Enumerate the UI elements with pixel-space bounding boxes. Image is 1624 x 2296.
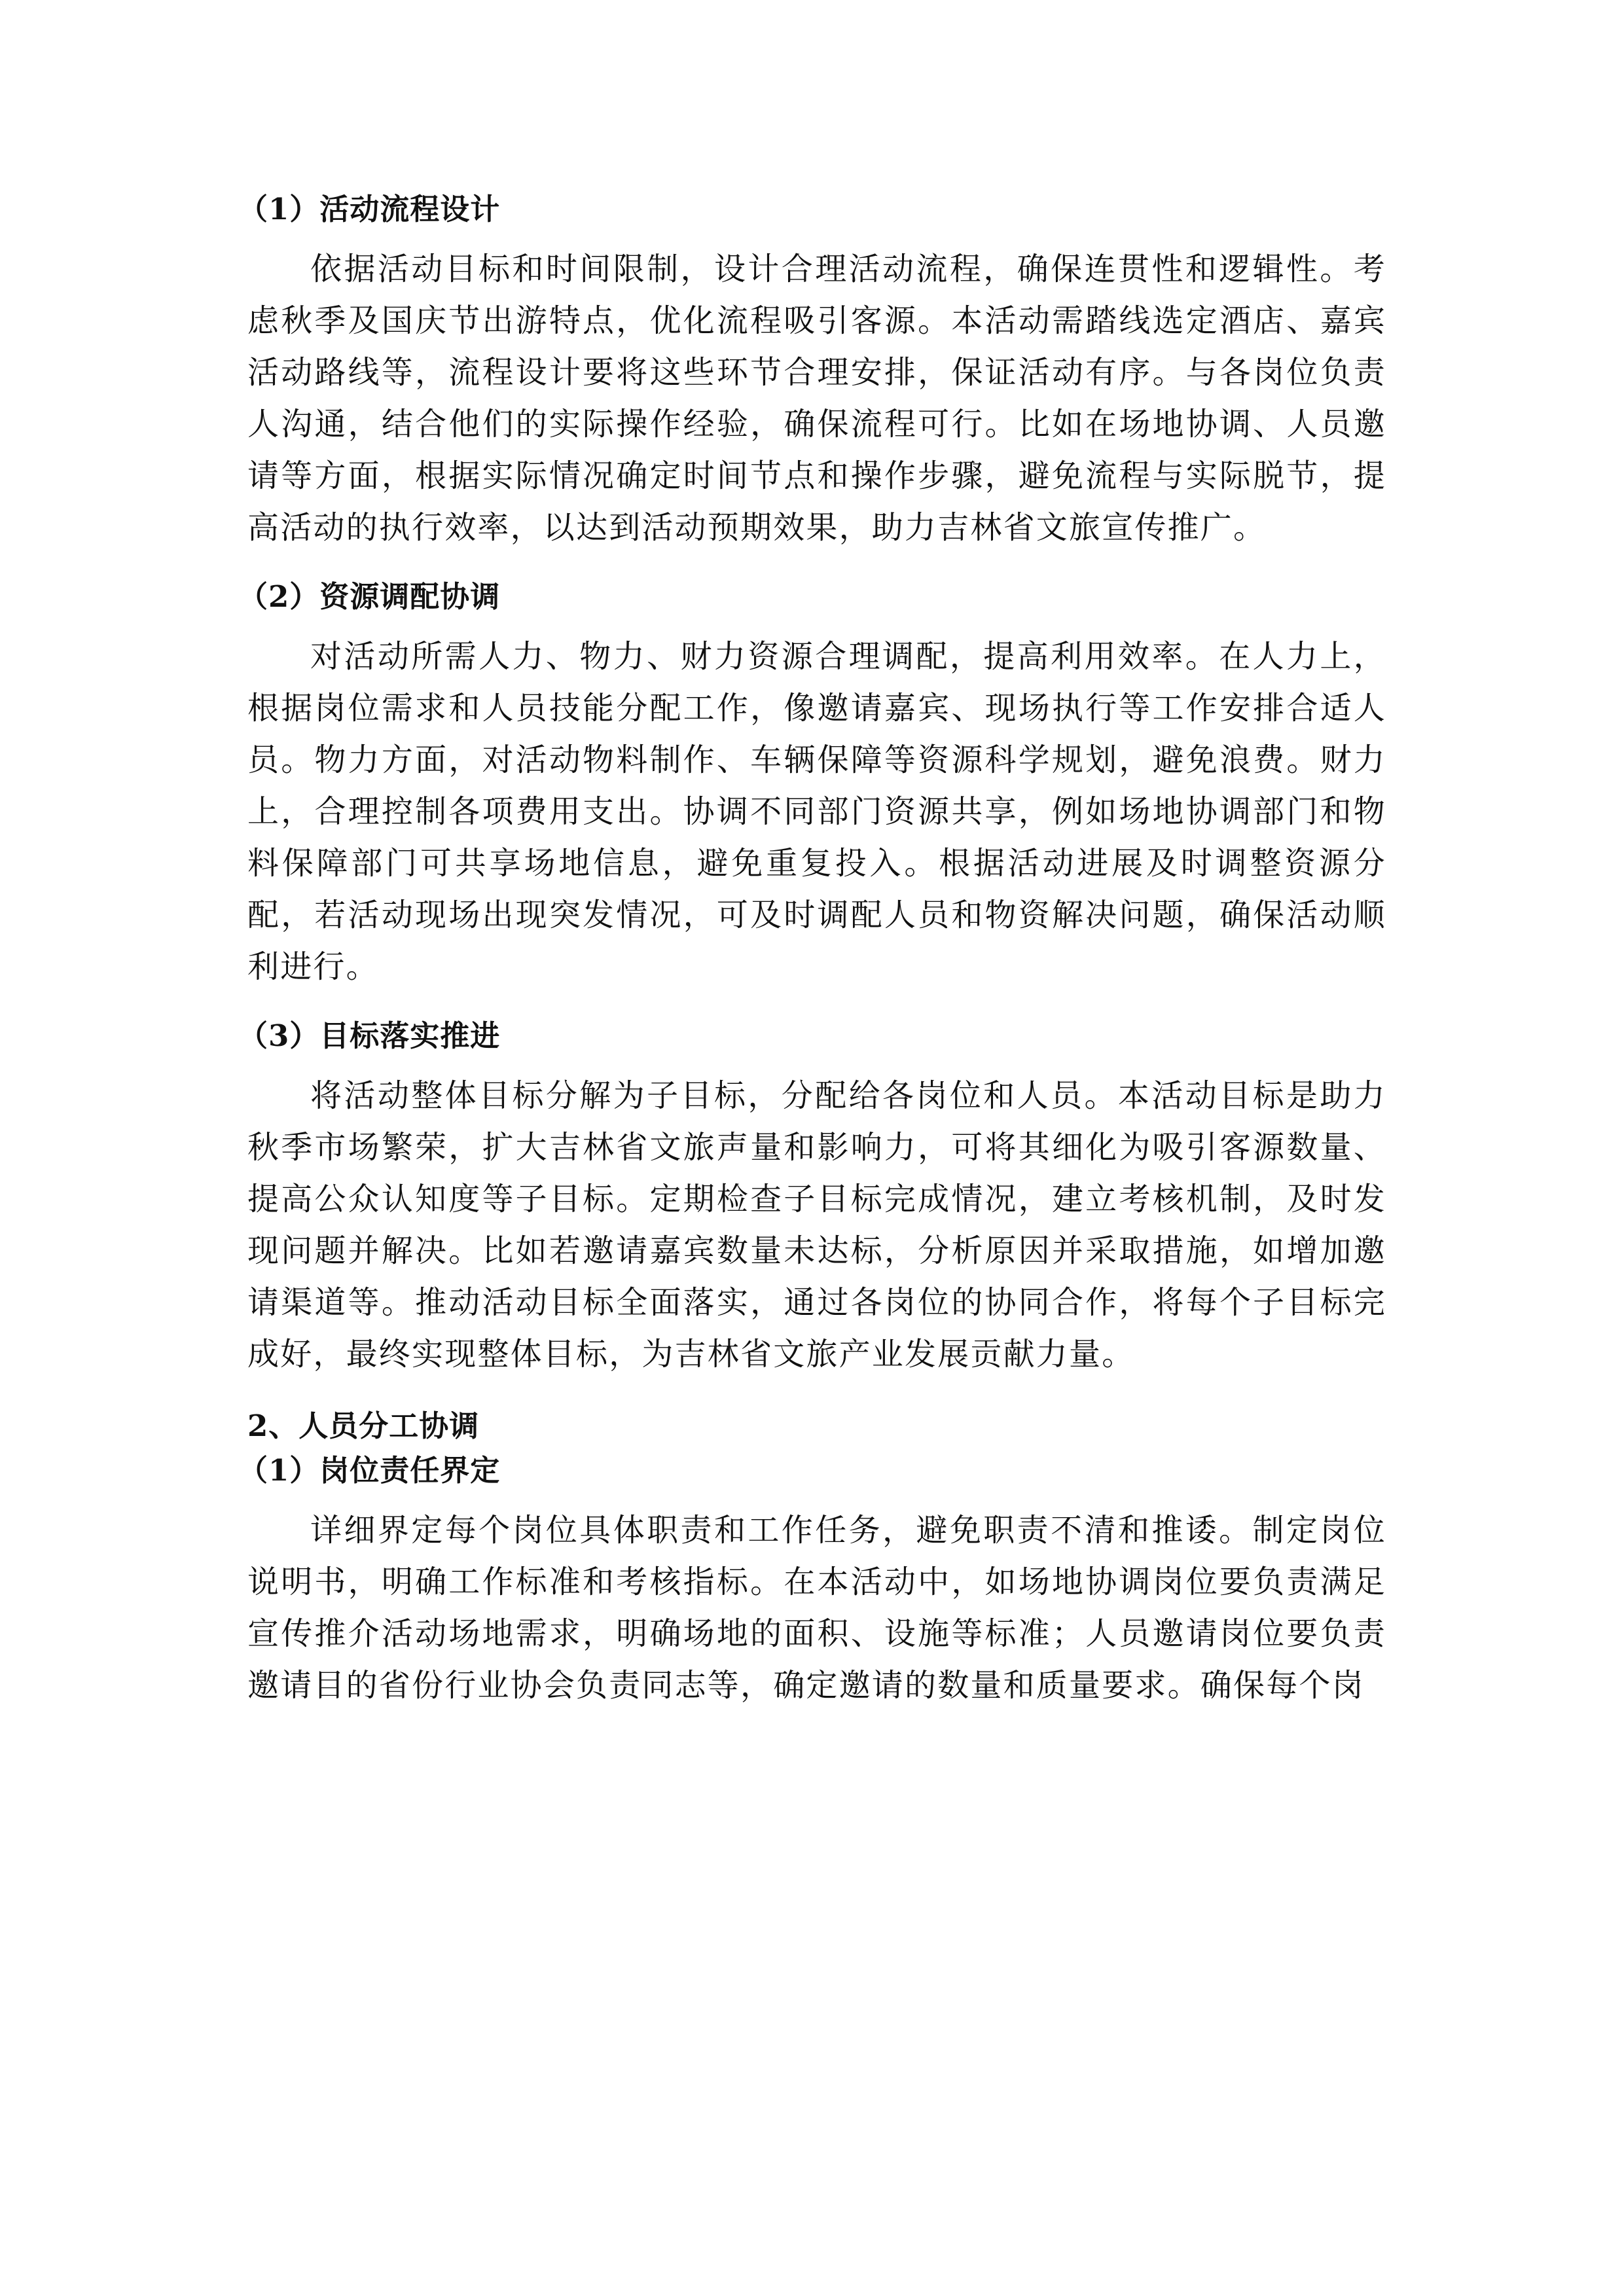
paragraph-job-responsibility: 详细界定每个岗位具体职责和工作任务，避免职责不清和推诿。制定岗位说明书，明确工作标准和考核指标。在本活动中，如场地协调岗位要负责满足宣传推介活动场地需求，明确场地的面积、设施等标准；人员邀请岗位要负责邀请目的省份行业协会负责同志等，确定邀请的数量和质量要求。确保每个岗	[247, 1512, 1386, 1704]
paragraph-activity-flow: 依据活动目标和时间限制，设计合理活动流程，确保连贯性和逻辑性。考虑秋季及国庆节出游特点，优化流程吸引客源。本活动需踏线选定酒店、嘉宾活动路线等，流程设计要将这些环节合理安排，保证活动有序。与各岗位负责人沟通，结合他们的实际操作经验，确保流程可行。比如在场地协调、人员邀请等方面，根据实际情况确定时间节点和操作步骤，避免流程与实际脱节，提高活动的执行效率，以达到活动预期效果，助力吉林省文旅宣传推广。	[247, 251, 1386, 546]
paragraph-goal-implementation: 将活动整体目标分解为子目标，分配给各岗位和人员。本活动目标是助力秋季市场繁荣，扩大吉林省文旅声量和影响力，可将其细化为吸引客源数量、提高公众认知度等子目标。定期检查子目标完成情况，建立考核机制，及时发现问题并解决。比如若邀请嘉宾数量未达标，分析原因并采取措施，如增加邀请渠道等。推动活动目标全面落实，通过各岗位的协同合作，将每个子目标完成好，最终实现整体目标，为吉林省文旅产业发展贡献力量。	[247, 1077, 1386, 1372]
subheading-job-responsibility: （1）岗位责任界定	[238, 1453, 501, 1488]
paragraph-resource-allocation: 对活动所需人力、物力、财力资源合理调配，提高利用效率。在人力上，根据岗位需求和人员技能分配工作，像邀请嘉宾、现场执行等工作安排合适人员。物力方面，对活动物料制作、车辆保障等资源科学规划，避免浪费。财力上，合理控制各项费用支出。协调不同部门资源共享，例如场地协调部门和物料保障部门可共享场地信息，避免重复投入。根据活动进展及时调整资源分配，若活动现场出现突发情况，可及时调配人员和物资解决问题，确保活动顺利进行。	[247, 638, 1386, 985]
subheading-resource-allocation: （2）资源调配协调	[238, 579, 501, 614]
document-page	[238, 190, 1386, 1712]
section-heading-staff-coordination: 2、人员分工协调	[247, 1408, 480, 1443]
subheading-goal-implementation: （3）目标落实推进	[238, 1018, 501, 1053]
subheading-activity-flow: （1）活动流程设计	[238, 192, 501, 226]
